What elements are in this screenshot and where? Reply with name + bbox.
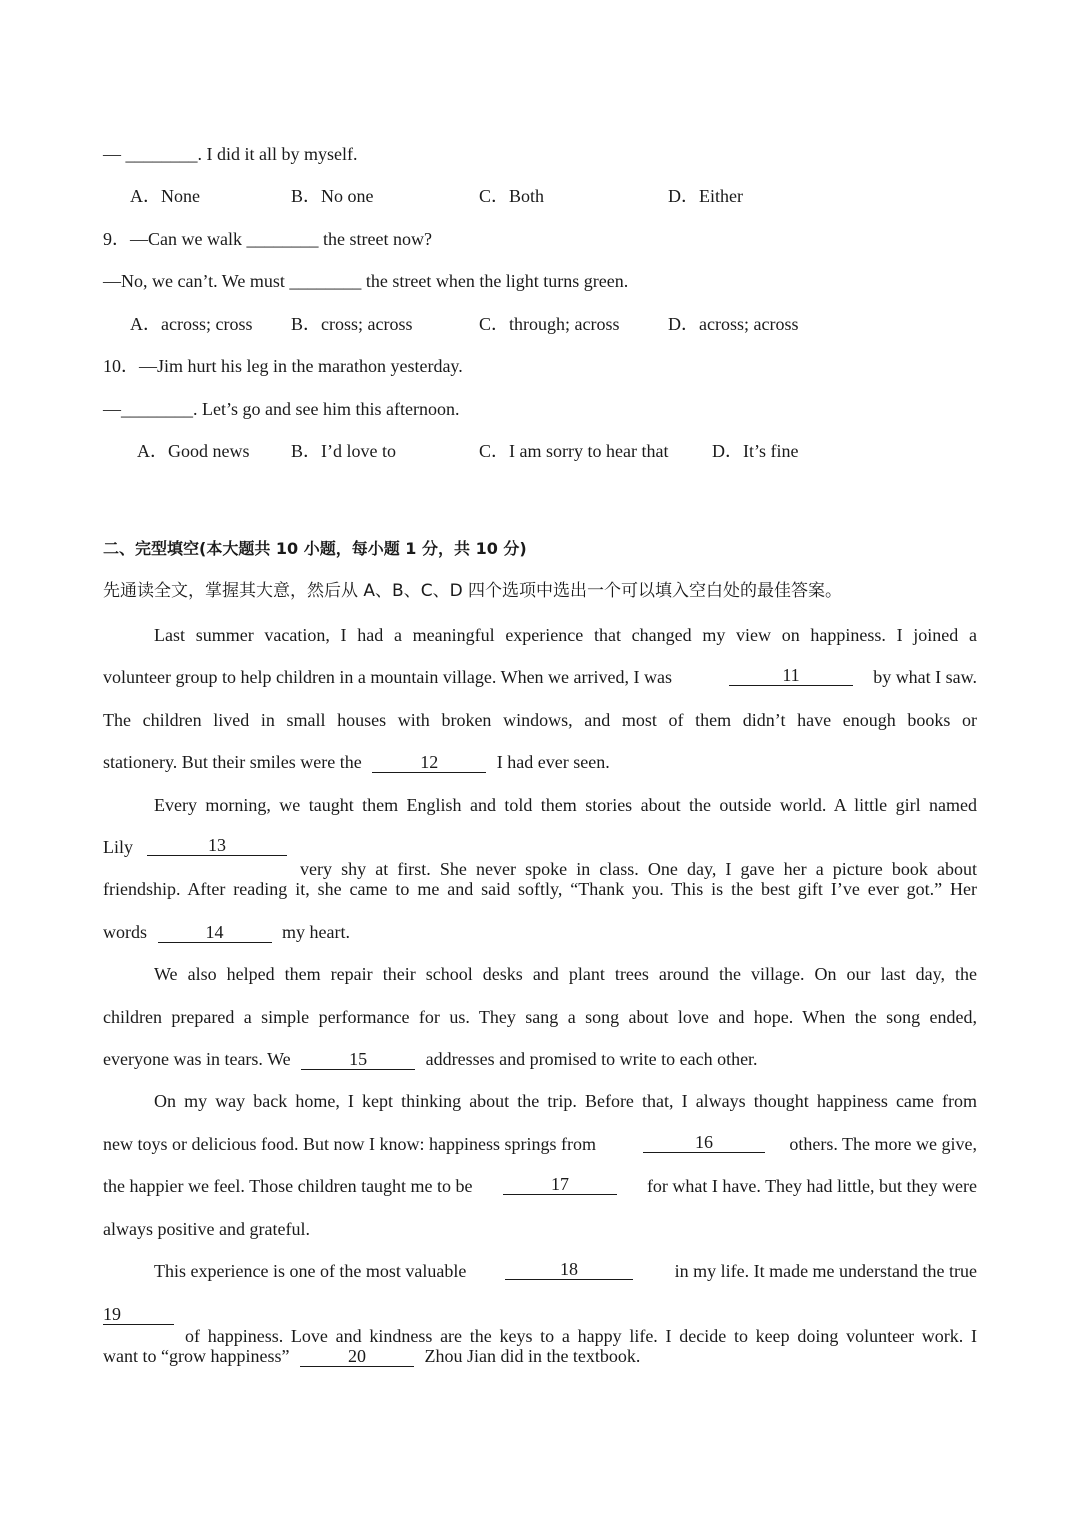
q9-line1-prefix: 9．—Can we walk bbox=[103, 229, 242, 249]
q10-line2-suffix: . Let’s go and see him this afternoon. bbox=[193, 399, 460, 419]
passage-text: of happiness. Love and kindness are the keys to a happy life. I decide to keep doing volunteer work. I bbox=[185, 1326, 977, 1346]
blank-18 bbox=[505, 1260, 633, 1280]
section-instruction: 先通读全文，掌握其大意，然后从 A、B、C、D 四个选项中选出一个可以填入空白处的最佳答案。 bbox=[103, 581, 843, 601]
q10-question-line: 10．—Jim hurt his leg in the marathon yesterday. bbox=[103, 356, 463, 376]
passage-line bbox=[103, 1175, 977, 1197]
blank-15 bbox=[301, 1050, 415, 1070]
blank-13 bbox=[147, 836, 287, 856]
q9-option-b: B．cross; across bbox=[291, 314, 413, 334]
passage-text: want to “grow happiness” bbox=[103, 1346, 290, 1366]
q9-line1-blank: ________ bbox=[246, 229, 319, 249]
passage-text: by what I saw. bbox=[873, 667, 977, 687]
passage-line bbox=[154, 1260, 977, 1282]
passage-text: new toys or delicious food. But now I know: happiness springs from bbox=[103, 1134, 596, 1154]
q10-option-b: B．I’d love to bbox=[291, 441, 396, 461]
passage-text: words bbox=[103, 922, 147, 942]
blank-12-number: 12 bbox=[420, 752, 439, 772]
blank-13-number: 13 bbox=[208, 835, 226, 855]
q10-reply-line bbox=[103, 398, 977, 420]
passage-text: addresses and promised to write to each other. bbox=[425, 1049, 758, 1069]
q9-option-a: A．across; cross bbox=[130, 314, 253, 334]
section-heading: 二、完型填空(本大题共 10 小题，每小题 1 分，共 10 分) bbox=[103, 539, 527, 558]
q10-option-c: C．I am sorry to hear that bbox=[479, 441, 669, 461]
passage-line: Every morning, we taught them English and told them stories about the outside world. A little girl named bbox=[154, 795, 977, 815]
q9-option-c: C．through; across bbox=[479, 314, 620, 334]
blank-17 bbox=[503, 1175, 617, 1195]
blank-11-number: 11 bbox=[782, 665, 800, 685]
passage-text: the happier we feel. Those children taught me to be bbox=[103, 1176, 473, 1196]
blank-18-number: 18 bbox=[560, 1259, 578, 1279]
blank-16-number: 16 bbox=[695, 1132, 713, 1152]
blank-19 bbox=[103, 1305, 174, 1325]
passage-line bbox=[103, 1345, 977, 1367]
blank-14-number: 14 bbox=[205, 922, 224, 942]
passage-text: This experience is one of the most valuable bbox=[154, 1261, 467, 1281]
q8-reply-suffix: . I did it all by myself. bbox=[197, 144, 358, 164]
q9-line2-blank: ________ bbox=[289, 271, 362, 291]
q8-option-d: D．Either bbox=[668, 186, 743, 206]
passage-text: others. The more we give, bbox=[789, 1134, 977, 1154]
blank-20-number: 20 bbox=[347, 1346, 366, 1366]
q9-line1-suffix: the street now? bbox=[322, 229, 432, 249]
passage-text: for what I have. They had little, but they were bbox=[646, 1176, 977, 1196]
blank-15-number: 15 bbox=[349, 1049, 368, 1069]
q9-option-d: D．across; across bbox=[668, 314, 799, 334]
q8-option-c: C．Both bbox=[479, 186, 545, 206]
blank-17-number: 17 bbox=[551, 1174, 569, 1194]
q9-line2-suffix: the street when the light turns green. bbox=[365, 271, 629, 291]
blank-20 bbox=[300, 1347, 414, 1367]
passage-text: stationery. But their smiles were the bbox=[103, 752, 362, 772]
blank-16 bbox=[643, 1133, 765, 1153]
passage-line: On my way back home, I kept thinking about the trip. Before that, I always thought happiness came from bbox=[154, 1091, 977, 1111]
q9-line2-prefix: —No, we can’t. We must bbox=[103, 271, 285, 291]
blank-19-number: 19 bbox=[103, 1304, 121, 1324]
passage-line: Last summer vacation, I had a meaningful experience that changed my view on happiness. I joined a bbox=[154, 625, 977, 645]
passage-text: I had ever seen. bbox=[496, 752, 610, 772]
passage-text: volunteer group to help children in a mountain village. When we arrived, I was bbox=[103, 667, 672, 687]
passage-line bbox=[103, 666, 977, 688]
passage-line bbox=[103, 1133, 977, 1155]
passage-line: The children lived in small houses with broken windows, and most of them didn’t have enough books or bbox=[103, 710, 977, 730]
passage-text: my heart. bbox=[282, 922, 350, 942]
passage-line bbox=[103, 1048, 977, 1070]
passage-text: everyone was in tears. We bbox=[103, 1049, 291, 1069]
q8-reply-prefix: — bbox=[103, 144, 121, 164]
blank-12 bbox=[372, 753, 486, 773]
passage-line bbox=[103, 1303, 977, 1346]
passage-line bbox=[103, 921, 977, 943]
q8-blank: ________ bbox=[125, 144, 198, 164]
q8-option-b: B．No one bbox=[291, 186, 374, 206]
blank-14 bbox=[158, 923, 272, 943]
q10-line2-prefix: — bbox=[103, 399, 121, 419]
passage-line: always positive and grateful. bbox=[103, 1219, 310, 1239]
passage-text: Lily bbox=[103, 837, 133, 857]
q8-reply-line bbox=[103, 143, 977, 165]
passage-line: children prepared a simple performance for us. They sang a song about love and hope. When the song ended, bbox=[103, 1007, 977, 1027]
q8-option-a: A．None bbox=[130, 186, 200, 206]
passage-line bbox=[103, 835, 977, 879]
q10-option-d: D．It’s fine bbox=[712, 441, 799, 461]
passage-line: friendship. After reading it, she came to me and said softly, “Thank you. This is the best gift I’ve ever got.” Her bbox=[103, 879, 977, 899]
passage-text: very shy at first. She never spoke in class. One day, I gave her a picture book about bbox=[300, 859, 977, 879]
passage-line: We also helped them repair their school desks and plant trees around the village. On our last day, the bbox=[154, 964, 977, 984]
blank-11 bbox=[729, 666, 853, 686]
passage-text: in my life. It made me understand the true bbox=[674, 1261, 977, 1281]
passage-line bbox=[103, 751, 977, 773]
q9-question-line bbox=[103, 228, 977, 250]
q10-line2-blank: ________ bbox=[121, 399, 193, 419]
q10-option-a: A．Good news bbox=[137, 441, 250, 461]
q9-reply-line bbox=[103, 270, 977, 292]
passage-text: Zhou Jian did in the textbook. bbox=[424, 1346, 641, 1366]
